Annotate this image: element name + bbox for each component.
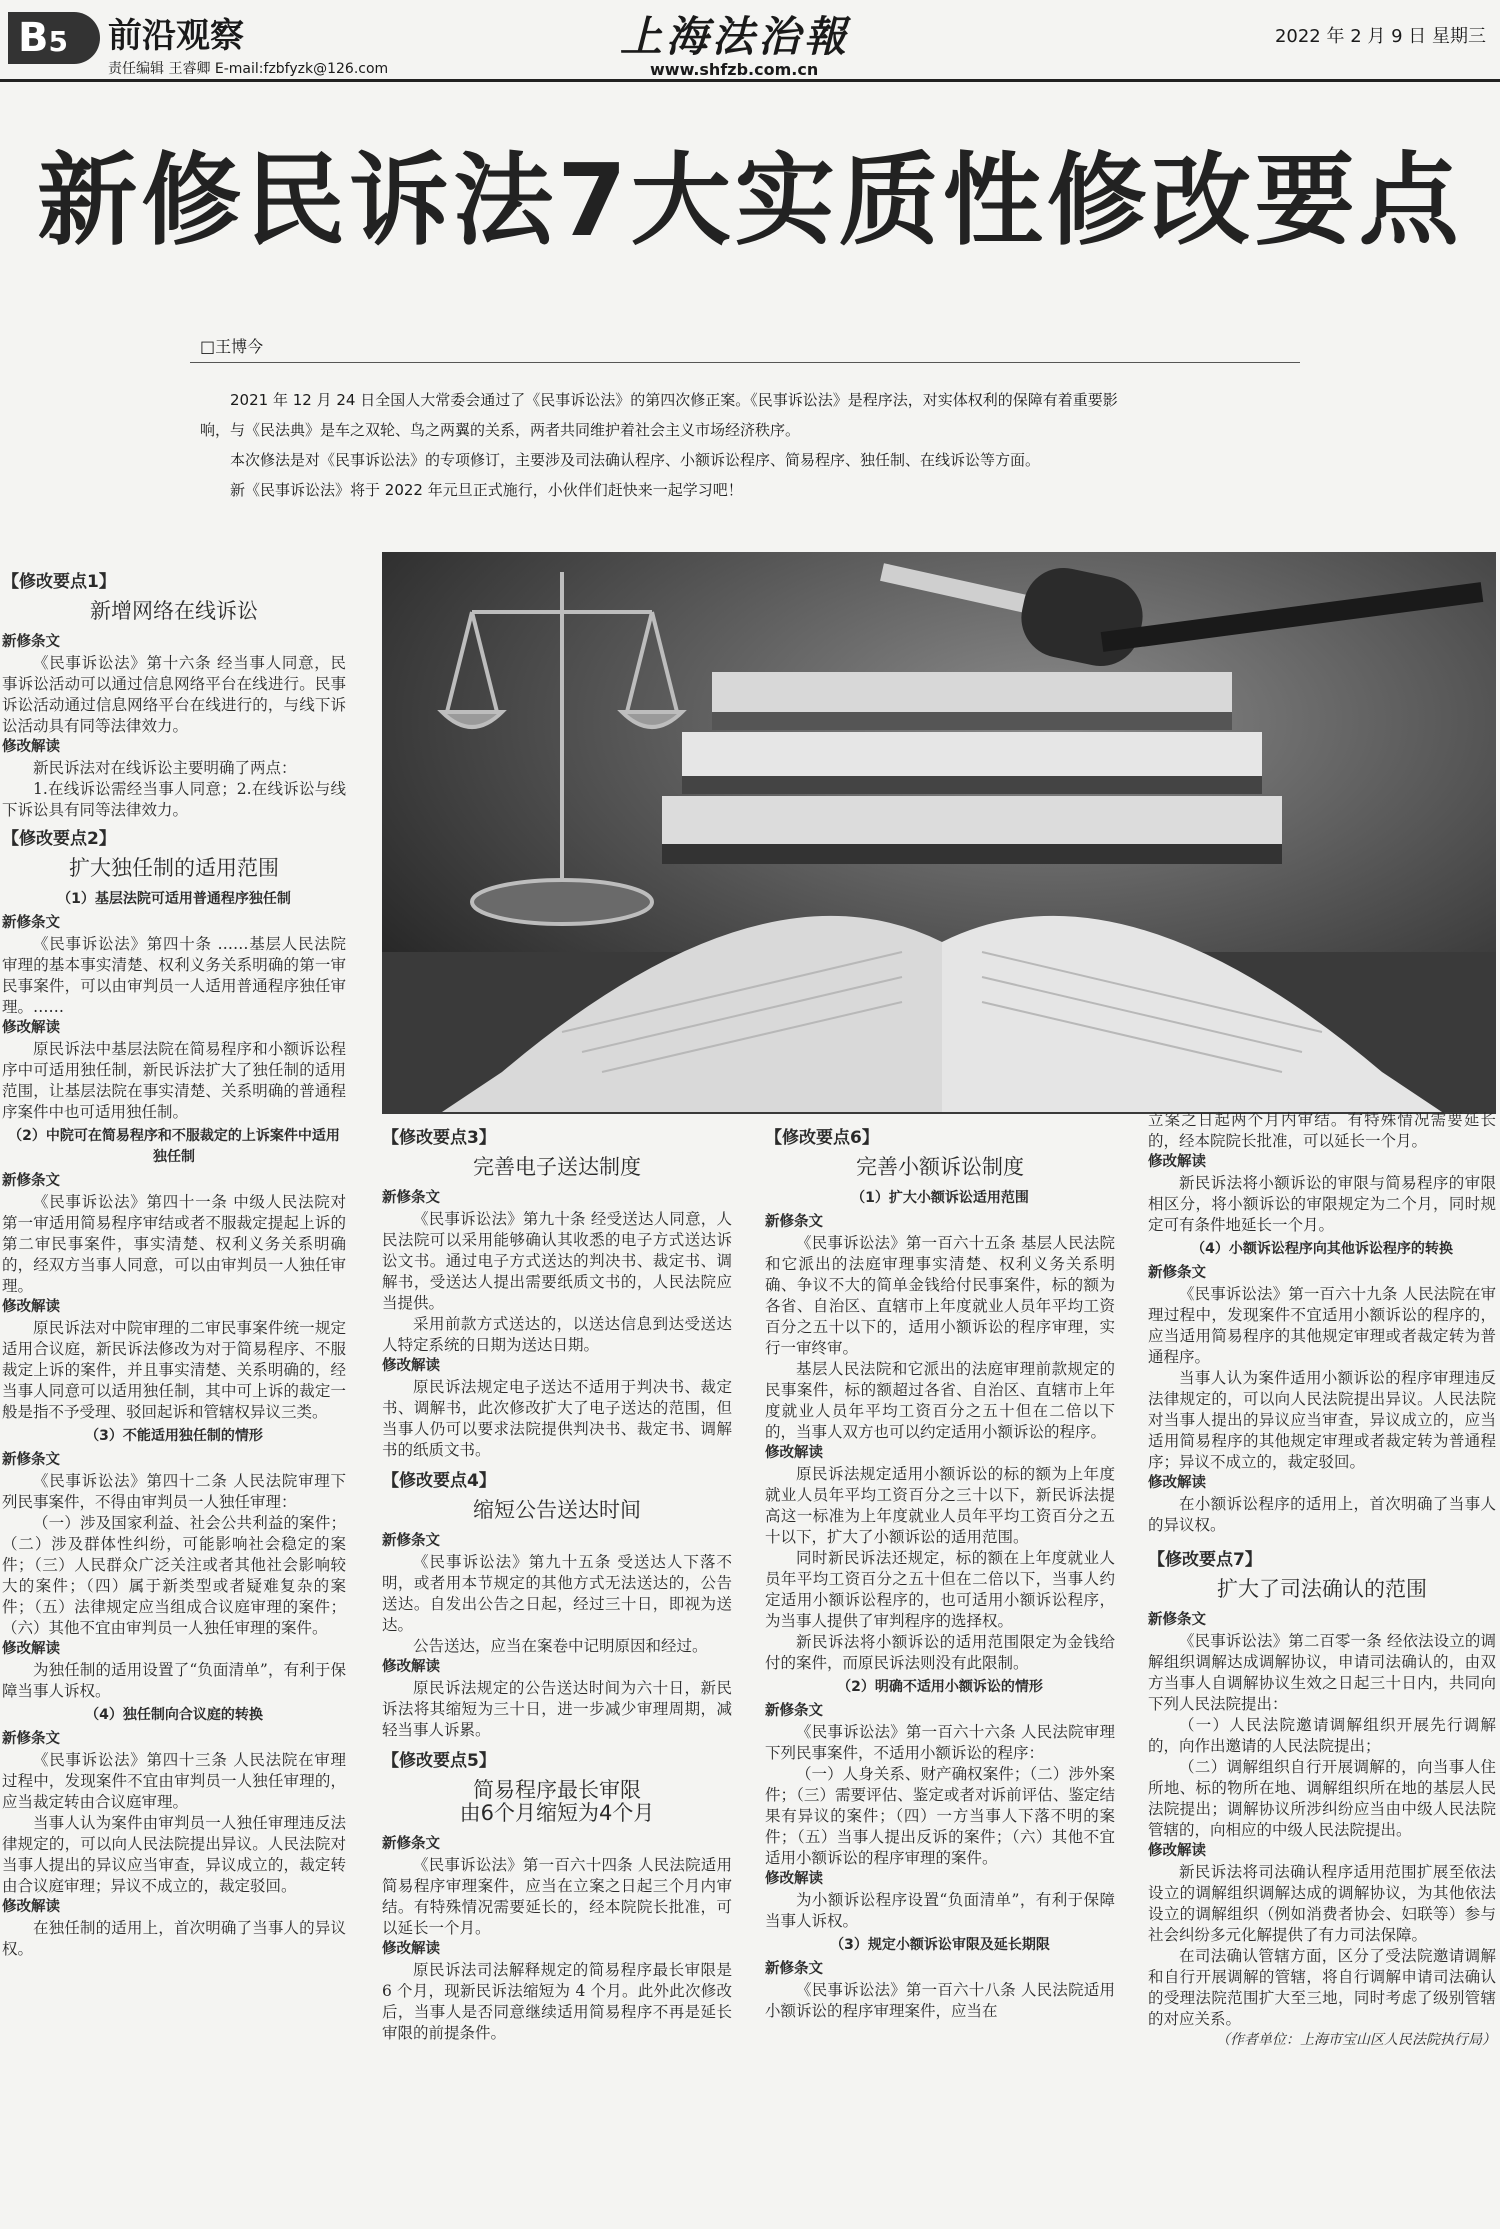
explanation-text: 为小额诉讼程序设置“负面清单”，有利于保障当事人诉权。 xyxy=(765,1891,1115,1930)
article-text: （一）涉及国家利益、社会公共利益的案件；（二）涉及群体性纠纷，可能影响社会稳定的案件；（三）人民群众广泛关注或者其他社会影响较大的案件；（四）属于新类型或者疑难复杂的案件；（五）法律规定应当组成合议庭审理的案件；（六）其他不宜由审判员一人独任审理的案件。 xyxy=(2,1514,346,1637)
label-new-article: 新修条文 xyxy=(1148,1612,1206,1628)
label-explanation: 修改解读 xyxy=(1148,1843,1206,1859)
label-explanation: 修改解读 xyxy=(2,739,60,755)
explanation-text: 原民诉法司法解释规定的简易程序最长审限是 6 个月，现新民诉法缩短为 4 个月。此外此次修改后，当事人是否同意继续适用简易程序不再是延长审限的前提条件。 xyxy=(382,1961,732,2042)
divider xyxy=(190,362,1300,363)
label-new-article: 新修条文 xyxy=(2,915,60,931)
explanation-text: 原民诉法对中院审理的二审民事案件统一规定适用合议庭，新民诉法修改为对于简易程序、不服裁定上诉的案件，并且事实清楚、关系明确的，经当事人同意可以适用独任制，其中可上诉的裁定一般是指不予受理、驳回起诉和管辖权异议三类。 xyxy=(2,1319,346,1421)
label-new-article: 新修条文 xyxy=(1148,1265,1206,1281)
article-text: 《民事诉讼法》第十六条 经当事人同意，民事诉讼活动可以通过信息网络平台在线进行。民事诉讼活动通过信息网络平台在线进行的，与线下诉讼活动具有同等法律效力。 xyxy=(2,654,346,735)
page-number-badge xyxy=(8,12,100,64)
intro-paragraph: 新《民事诉讼法》将于 2022 年元旦正式施行，小伙伴们赶快来一起学习吧！ xyxy=(230,481,743,499)
subsection-title: （4）小额诉讼程序向其他诉讼程序的转换 xyxy=(1191,1241,1453,1257)
point-6-tag: 【修改要点6】 xyxy=(765,1128,879,1148)
subsection-title: （2）中院可在简易程序和不服裁定的上诉案件中适用独任制 xyxy=(8,1128,340,1165)
photo-illustration xyxy=(382,552,1496,1114)
issue-date: 2022 年 2 月 9 日 星期三 xyxy=(1274,26,1486,47)
article-text: 采用前款方式送达的，以送达信息到达受送达人特定系统的日期为送达日期。 xyxy=(382,1315,732,1354)
column-1 xyxy=(2,568,346,2223)
explanation-text: 在独任制的适用上，首次明确了当事人的异议权。 xyxy=(2,1919,346,1958)
article-text: 公告送达，应当在案卷中记明原因和经过。 xyxy=(413,1637,708,1655)
article-text: 《民事诉讼法》第一百六十六条 人民法院审理下列民事案件，不适用小额诉讼的程序： xyxy=(765,1723,1115,1762)
books-stack xyxy=(662,672,1282,864)
explanation-text: 原民诉法中基层法院在简易程序和小额诉讼程序中可适用独任制，新民诉法扩大了独任制的适用范围，让基层法院在事实清楚、关系明确的普通程序案件中也可适用独任制。 xyxy=(2,1040,346,1121)
intro-paragraph: 响，与《民法典》是车之双轮、鸟之两翼的关系，两者共同维护着社会主义市场经济秩序。 xyxy=(200,421,801,439)
page-badge-letter: B xyxy=(18,15,49,61)
section-title: 前沿观察 xyxy=(108,16,244,56)
explanation-text: 新民诉法将小额诉讼的审限与简易程序的审限相区分，将小额诉讼的审限规定为二个月，同时规定可有条件地延长一个月。 xyxy=(1148,1174,1496,1234)
explanation-text: 原民诉法规定电子送达不适用于判决书、裁定书、调解书，此次修改扩大了电子送达的范围，但当事人仍可以要求法院提供判决书、裁定书、调解书的纸质文书。 xyxy=(382,1378,732,1459)
explanation-text: 新民诉法对在线诉讼主要明确了两点： xyxy=(33,759,297,777)
intro-paragraph: 本次修法是对《民事诉讼法》的专项修订，主要涉及司法确认程序、小额诉讼程序、简易程序、独任制、在线诉讼等方面。 xyxy=(230,451,1041,469)
article-text: 《民事诉讼法》第九十五条 受送达人下落不明，或者用本节规定的其他方式无法送达的，公告送达。自发出公告之日起，经过三十日，即视为送达。 xyxy=(382,1553,732,1634)
label-explanation: 修改解读 xyxy=(765,1871,823,1887)
point-2-title: 扩大独任制的适用范围 xyxy=(69,856,279,880)
label-new-article: 新修条文 xyxy=(765,1961,823,1977)
point-2-tag: 【修改要点2】 xyxy=(2,829,116,849)
article-text: （二）调解组织自行开展调解的，向当事人住所地、标的物所在地、调解组织所在地的基层人民法院提出；调解协议所涉纠纷应当由中级人民法院管辖的，向相应的中级人民法院提出。 xyxy=(1148,1758,1496,1839)
explanation-text: 原民诉法规定的公告送达时间为六十日，新民诉法将其缩短为三十日，进一步减少审理周期，减轻当事人诉累。 xyxy=(382,1679,732,1739)
point-5-title-line2: 由6个月缩短为4个月 xyxy=(459,1801,655,1825)
subsection-title: （3）不能适用独任制的情形 xyxy=(85,1428,263,1444)
article-headline: 新修民诉法7大实质性修改要点 xyxy=(37,142,1463,259)
label-explanation: 修改解读 xyxy=(2,1020,60,1036)
point-7-tag: 【修改要点7】 xyxy=(1148,1550,1262,1570)
point-6-title: 完善小额诉讼制度 xyxy=(856,1155,1024,1179)
article-text: 《民事诉讼法》第一百六十四条 人民法院适用简易程序审理案件，应当在立案之日起三个月内审结。有特殊情况需要延长的，经本院院长批准，可以延长一个月。 xyxy=(382,1856,732,1937)
article-text: 《民事诉讼法》第九十条 经受送达人同意，人民法院可以采用能够确认其收悉的电子方式送达诉讼文书。通过电子方式送达的判决书、裁定书、调解书，受送达人提出需要纸质文书的，人民法院应当提供。 xyxy=(382,1210,732,1312)
label-new-article: 新修条文 xyxy=(765,1214,823,1230)
point-5-tag: 【修改要点5】 xyxy=(382,1751,496,1771)
page-badge-number: 5 xyxy=(48,25,68,58)
label-explanation: 修改解读 xyxy=(382,1941,440,1957)
explanation-text: 新民诉法将小额诉讼的适用范围限定为金钱给付的案件，而原民诉法则没有此限制。 xyxy=(765,1633,1115,1672)
point-5-subtitle xyxy=(382,1803,732,1824)
label-explanation: 修改解读 xyxy=(765,1445,823,1461)
subsection-title: （1）基层法院可适用普通程序独任制 xyxy=(57,891,291,907)
point-4-tag: 【修改要点4】 xyxy=(382,1471,496,1491)
subsection-title: （3）规定小额诉讼审限及延长期限 xyxy=(830,1937,1050,1953)
label-new-article: 新修条文 xyxy=(382,1836,440,1852)
explanation-text: 1.在线诉讼需经当事人同意；2.在线诉讼与线下诉讼具有同等法律效力。 xyxy=(2,780,346,819)
article-text: 《民事诉讼法》第四十二条 人民法院审理下列民事案件，不得由审判员一人独任审理： xyxy=(2,1472,346,1511)
explanation-text: 新民诉法将司法确认程序适用范围扩展至依法设立的调解组织调解达成的调解协议，为其他依法设立的调解组织（例如消费者协会、妇联等）参与社会纠纷多元化解提供了有力司法保障。 xyxy=(1148,1863,1496,1944)
label-new-article: 新修条文 xyxy=(765,1703,823,1719)
subsection-title: （2）明确不适用小额诉讼的情形 xyxy=(837,1679,1043,1695)
label-explanation: 修改解读 xyxy=(2,1641,60,1657)
article-text: 《民事诉讼法》第二百零一条 经依法设立的调解组织调解达成调解协议，申请司法确认的，由双方当事人自调解协议生效之日起三十日内，共同向下列人民法院提出： xyxy=(1148,1632,1496,1713)
article-intro xyxy=(200,385,1310,505)
point-1-tag: 【修改要点1】 xyxy=(2,572,116,592)
explanation-text: 为独任制的适用设置了“负面清单”，有利于保障当事人诉权。 xyxy=(2,1661,346,1700)
author-byline: □王博今 xyxy=(200,337,264,356)
article-text: 《民事诉讼法》第一百六十五条 基层人民法院和它派出的法庭审理事实清楚、权利义务关系明确、争议不大的简单金钱给付民事案件，标的额为各省、自治区、直辖市上年度就业人员年平均工资百分之五十以下的，适用小额诉讼的程序审理，实行一审终审。 xyxy=(765,1234,1115,1357)
label-explanation: 修改解读 xyxy=(2,1899,60,1915)
column-4 xyxy=(1148,1110,1496,2224)
point-7-title: 扩大了司法确认的范围 xyxy=(1217,1577,1427,1601)
column-2 xyxy=(382,1124,732,2224)
explanation-text: 在司法确认管辖方面，区分了受法院邀请调解和自行开展调解的管辖，将自行调解申请司法确认的受理法院范围扩大至三地，同时考虑了级别管辖的对应关系。 xyxy=(1148,1947,1496,2028)
point-3-title: 完善电子送达制度 xyxy=(473,1155,641,1179)
editor-credit: 责任编辑 王睿卿 E-mail:fzbfyzk@126.com xyxy=(108,61,389,77)
label-explanation: 修改解读 xyxy=(1148,1475,1206,1491)
point-3-tag: 【修改要点3】 xyxy=(382,1128,496,1148)
author-affiliation: （作者单位：上海市宝山区人民法院执行局） xyxy=(1216,2032,1496,2048)
article-text: 《民事诉讼法》第四十三条 人民法院在审理过程中，发现案件不宜由审判员一人独任审理的，应当裁定转由合议庭审理。 xyxy=(2,1751,346,1811)
label-explanation: 修改解读 xyxy=(1148,1154,1206,1170)
article-text: 《民事诉讼法》第一百六十八条 人民法院适用小额诉讼的程序审理案件，应当在 xyxy=(765,1981,1115,2020)
article-text: 当事人认为案件由审判员一人独任审理违反法律规定的，可以向人民法院提出异议。人民法院对当事人提出的异议应当审查，异议成立的，裁定转由合议庭审理；异议不成立的，裁定驳回。 xyxy=(2,1814,346,1895)
intro-paragraph: 2021 年 12 月 24 日全国人大常委会通过了《民事诉讼法》的第四次修正案。《民事诉讼法》是程序法，对实体权利的保障有着重要影 xyxy=(230,391,1118,409)
article-text: 《民事诉讼法》第四十一条 中级人民法院对第一审适用简易程序审结或者不服裁定提起上诉的第二审民事案件，事实清楚、权利义务关系明确的，经双方当事人同意，可以由审判员一人独任审理。 xyxy=(2,1193,346,1295)
newspaper-url: www.shfzb.com.cn xyxy=(650,60,819,79)
article-text: 《民事诉讼法》第一百六十九条 人民法院在审理过程中，发现案件不宜适用小额诉讼的程序的，应当适用简易程序的其他规定审理或者裁定转为普通程序。 xyxy=(1148,1285,1496,1366)
article-text: 《民事诉讼法》第四十条 ……基层人民法院审理的基本事实清楚、权利义务关系明确的第一审民事案件，可以由审判员一人适用普通程序独任审理。…… xyxy=(2,935,346,1016)
article-text: 当事人认为案件适用小额诉讼的程序审理违反法律规定的，可以向人民法院提出异议。人民法院对当事人提出的异议应当审查，异议成立的，应当适用简易程序的其他规定审理或者裁定转为普通程序；异议不成立的，裁定驳回。 xyxy=(1148,1369,1496,1471)
column-3 xyxy=(765,1124,1115,2224)
label-new-article: 新修条文 xyxy=(382,1190,440,1206)
label-explanation: 修改解读 xyxy=(382,1358,440,1374)
point-1-title: 新增网络在线诉讼 xyxy=(90,599,258,623)
subsection-title: （1）扩大小额诉讼适用范围 xyxy=(851,1190,1029,1206)
label-new-article: 新修条文 xyxy=(2,1173,60,1189)
label-new-article: 新修条文 xyxy=(2,634,60,650)
scales-gavel-books-photo xyxy=(382,552,1496,1114)
article-text: 立案之日起两个月内审结。有特殊情况需要延长的，经本院院长批准，可以延长一个月。 xyxy=(1148,1111,1496,1150)
point-5-title-line1: 简易程序最长审限 xyxy=(473,1778,641,1802)
point-5-title xyxy=(382,1780,732,1801)
label-new-article: 新修条文 xyxy=(2,1452,60,1468)
newspaper-masthead: 上海法治報 xyxy=(620,12,851,61)
article-text: （一）人民法院邀请调解组织开展先行调解的，向作出邀请的人民法院提出； xyxy=(1148,1716,1496,1755)
article-text: 基层人民法院和它派出的法庭审理前款规定的民事案件，标的额超过各省、自治区、直辖市上年度就业人员年平均工资百分之五十但在二倍以下的，当事人双方也可以约定适用小额诉讼的程序。 xyxy=(765,1360,1115,1441)
label-new-article: 新修条文 xyxy=(2,1731,60,1747)
label-explanation: 修改解读 xyxy=(382,1659,440,1675)
page-header xyxy=(0,0,1500,82)
label-explanation: 修改解读 xyxy=(2,1299,60,1315)
explanation-text: 原民诉法规定适用小额诉讼的标的额为上年度就业人员年平均工资百分之三十以下，新民诉法提高这一标准为上年度就业人员年平均工资百分之五十以下，扩大了小额诉讼的适用范围。 xyxy=(765,1465,1115,1546)
point-4-title: 缩短公告送达时间 xyxy=(473,1498,641,1522)
article-text: （一）人身关系、财产确权案件；（二）涉外案件；（三）需要评估、鉴定或者对诉前评估、鉴定结果有异议的案件；（四）一方当事人下落不明的案件；（五）当事人提出反诉的案件；（六）其他不宜适用小额诉讼的程序审理的案件。 xyxy=(765,1765,1115,1867)
explanation-text: 同时新民诉法还规定，标的额在上年度就业人员年平均工资百分之五十但在二倍以下，当事人约定适用小额诉讼程序的，也可适用小额诉讼程序，为当事人提供了审判程序的选择权。 xyxy=(765,1549,1115,1630)
label-new-article: 新修条文 xyxy=(382,1533,440,1549)
explanation-text: 在小额诉讼程序的适用上，首次明确了当事人的异议权。 xyxy=(1148,1495,1496,1534)
subsection-title: （4）独任制向合议庭的转换 xyxy=(85,1707,263,1723)
